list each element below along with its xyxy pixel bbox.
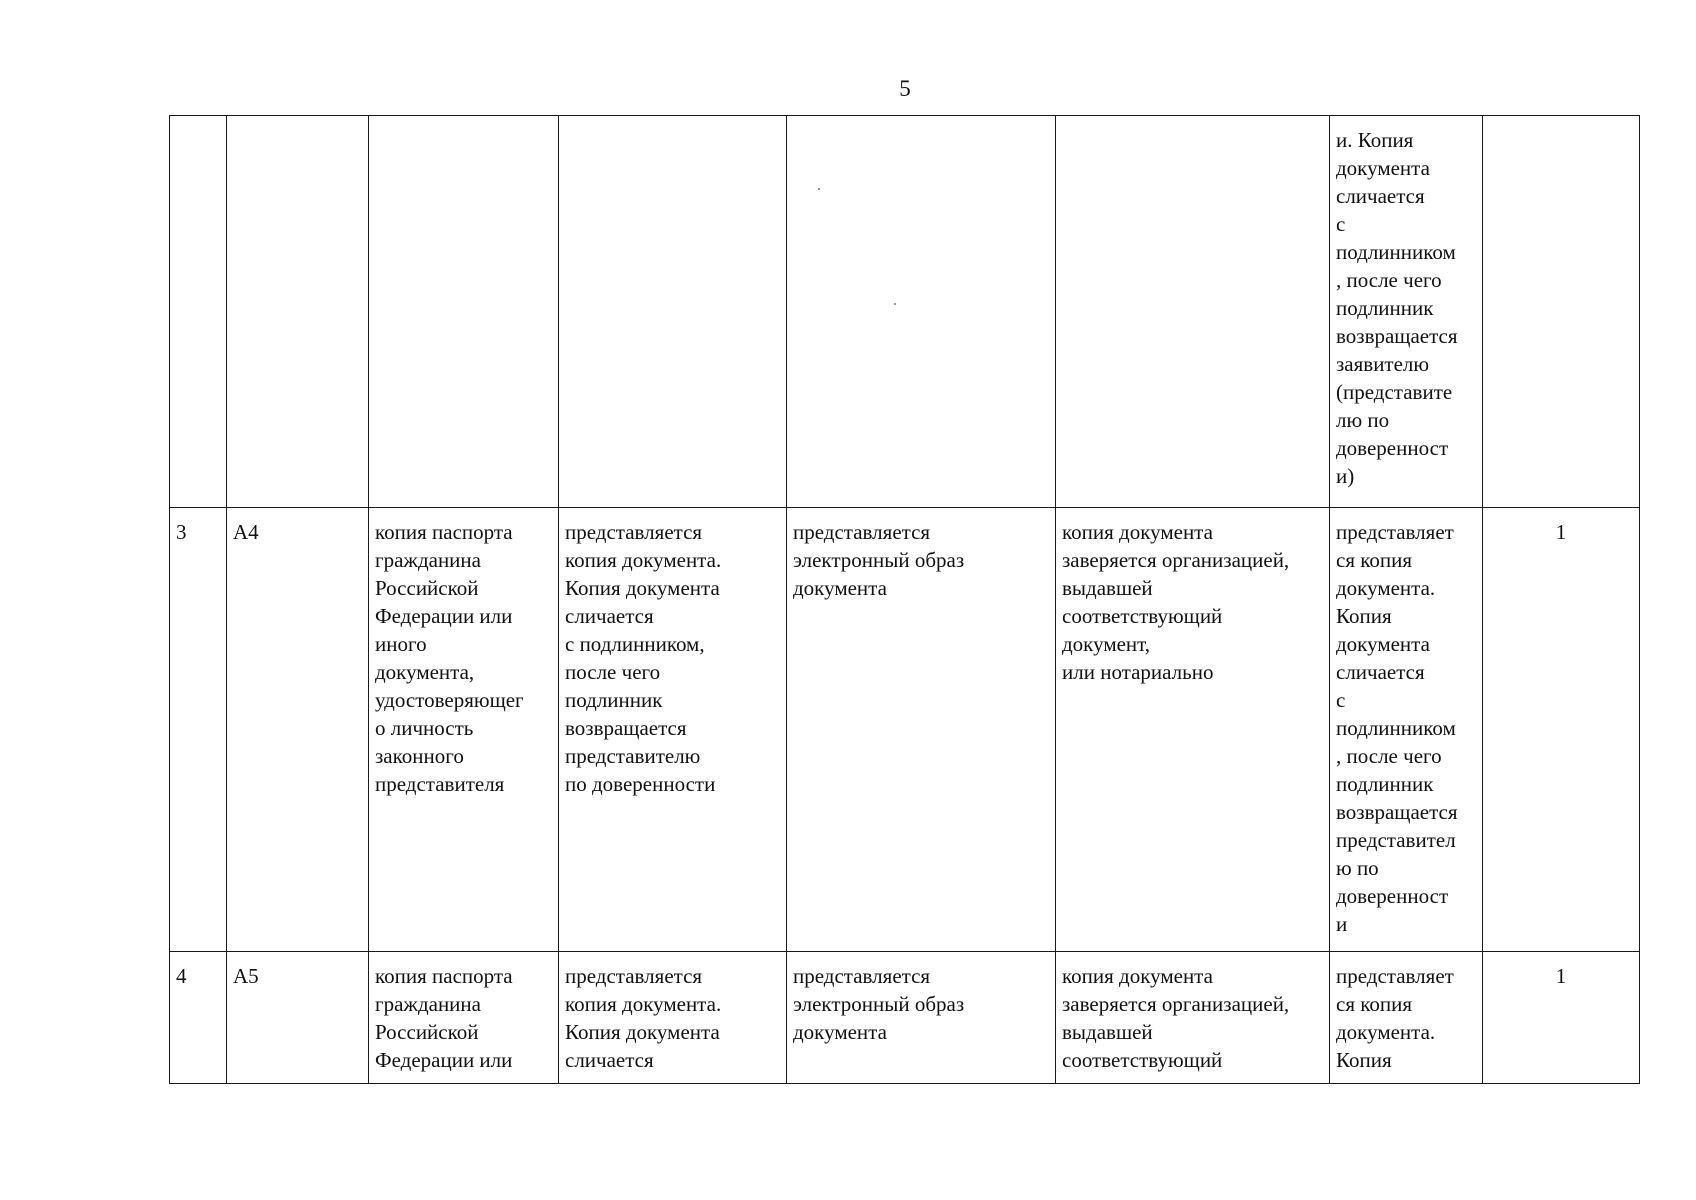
cell-certification: копия документа заверяется организацией, выдавшей соответствующий документ, или нотариально [1056, 508, 1330, 952]
cell-mfc: представляет ся копия документа. Копия документа сличается с подлинником , после чего подлинник возвращается представител ю по доверенност и [1330, 508, 1483, 952]
documents-table [169, 115, 1640, 1084]
cell-number [170, 116, 227, 508]
page-number: 5 [899, 76, 911, 101]
cell-mfc: представляет ся копия документа. Копия [1330, 952, 1483, 1084]
cell-code: А4 [227, 508, 369, 952]
cell-certification: копия документа заверяется организацией, выдавшей соответствующий [1056, 952, 1330, 1084]
cell-count: 1 [1483, 508, 1640, 952]
cell-electronic: представляется электронный образ документа [787, 952, 1056, 1084]
cell-number: 3 [170, 508, 227, 952]
cell-code [227, 116, 369, 508]
cell-count [1483, 116, 1640, 508]
table-row [170, 952, 1640, 1084]
cell-electronic: представляется электронный образ документа [787, 508, 1056, 952]
cell-number: 4 [170, 952, 227, 1084]
cell-in-person [559, 116, 787, 508]
table-row [170, 116, 1640, 508]
cell-mfc: и. Копия документа сличается с подлинником , после чего подлинник возвращается заявителю (представите лю по доверенност и) [1330, 116, 1483, 508]
cell-count: 1 [1483, 952, 1640, 1084]
cell-code: А5 [227, 952, 369, 1084]
scan-speck [894, 303, 896, 305]
cell-electronic [787, 116, 1056, 508]
scan-speck [818, 188, 820, 190]
cell-document-name [369, 116, 559, 508]
cell-document-name: копия паспорта гражданина Российской Федерации или иного документа, удостоверяющег о личность законного представителя [369, 508, 559, 952]
cell-certification [1056, 116, 1330, 508]
cell-in-person: представляется копия документа. Копия документа сличается с подлинником, после чего подлинник возвращается представителю по доверенности [559, 508, 787, 952]
cell-in-person: представляется копия документа. Копия документа сличается [559, 952, 787, 1084]
table-row [170, 508, 1640, 952]
cell-document-name: копия паспорта гражданина Российской Федерации или [369, 952, 559, 1084]
